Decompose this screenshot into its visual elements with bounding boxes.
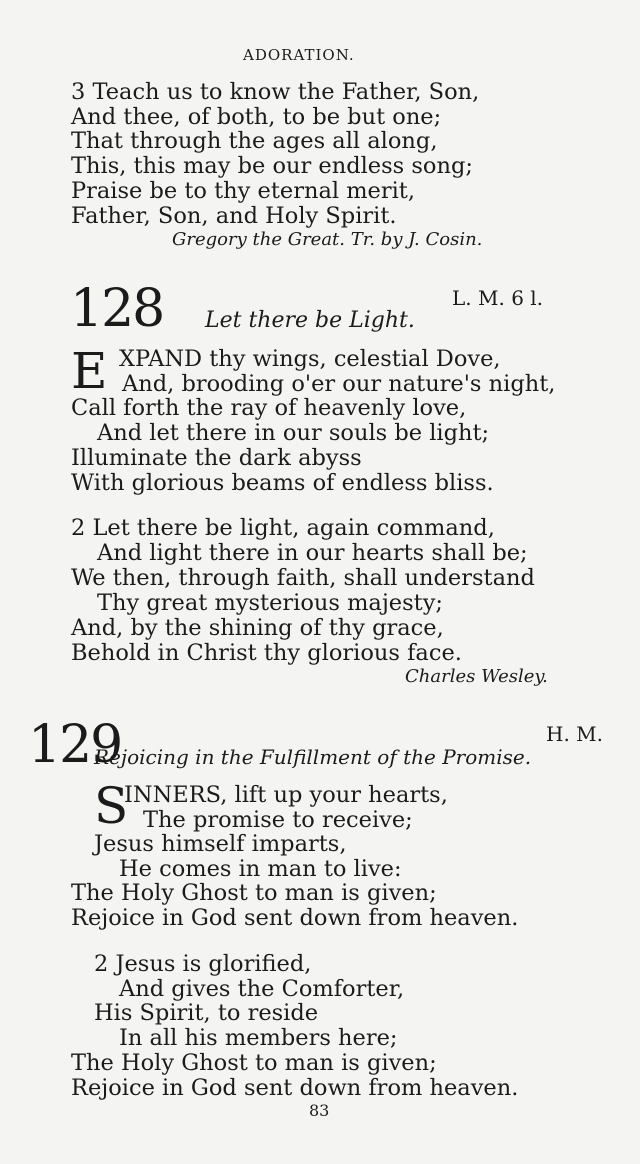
verse-line: His Spirit, to reside <box>94 1000 319 1026</box>
verse-line: 3 Teach us to know the Father, Son, <box>71 79 480 105</box>
verse-line: Rejoice in God sent down from heaven. <box>71 1075 519 1101</box>
hymn-129-meter: H. M. <box>546 722 603 746</box>
verse-line: 2 Let there be light, again command, <box>71 515 495 541</box>
hymn-128-attribution: Charles Wesley. <box>405 666 548 687</box>
verse-line: Rejoice in God sent down from heaven. <box>71 905 519 931</box>
verse-line: And let there in our souls be light; <box>97 420 490 446</box>
verse-line: Praise be to thy eternal merit, <box>71 178 416 204</box>
verse-line: The Holy Ghost to man is given; <box>71 880 437 906</box>
hymn-129-title: Rejoicing in the Fulfillment of the Promise. <box>94 745 532 769</box>
verse-line: And light there in our hearts shall be; <box>97 540 528 566</box>
prev-hymn-attribution: Gregory the Great. Tr. by J. Cosin. <box>172 229 483 250</box>
page-number: 83 <box>309 1101 330 1120</box>
verse-line: INNERS, lift up your hearts, <box>124 782 448 808</box>
verse-line: The Holy Ghost to man is given; <box>71 1050 437 1076</box>
drop-cap: S <box>94 777 129 835</box>
hymn-128-number: 128 <box>70 279 164 339</box>
verse-line: Thy great mysterious majesty; <box>97 590 444 616</box>
verse-line: Illuminate the dark abyss <box>71 445 362 471</box>
verse-line: With glorious beams of endless bliss. <box>71 470 494 496</box>
verse-line: Behold in Christ thy glorious face. <box>71 640 462 666</box>
verse-line: And, by the shining of thy grace, <box>71 615 444 641</box>
hymn-128-title: Let there be Light. <box>205 308 415 333</box>
drop-cap: E <box>71 342 108 400</box>
verse-line: This, this may be our endless song; <box>71 153 473 179</box>
verse-line: And thee, of both, to be but one; <box>71 104 442 130</box>
verse-line: Call forth the ray of heavenly love, <box>71 395 467 421</box>
verse-line: The promise to receive; <box>143 807 413 833</box>
hymn-129-number: 129 <box>28 715 122 775</box>
verse-line: We then, through faith, shall understand <box>71 565 535 591</box>
verse-line: In all his members here; <box>119 1025 398 1051</box>
verse-line: He comes in man to live: <box>119 856 402 882</box>
verse-line: That through the ages all along, <box>71 128 438 154</box>
verse-line: And gives the Comforter, <box>119 976 405 1002</box>
verse-line: Jesus himself imparts, <box>94 831 347 857</box>
verse-line: XPAND thy wings, celestial Dove, <box>119 346 501 372</box>
hymn-128-meter: L. M. 6 l. <box>452 286 544 310</box>
page-header: ADORATION. <box>243 46 355 64</box>
verse-line: 2 Jesus is glorified, <box>94 951 312 977</box>
verse-line: And, brooding o'er our nature's night, <box>122 371 556 397</box>
verse-line: Father, Son, and Holy Spirit. <box>71 203 397 229</box>
